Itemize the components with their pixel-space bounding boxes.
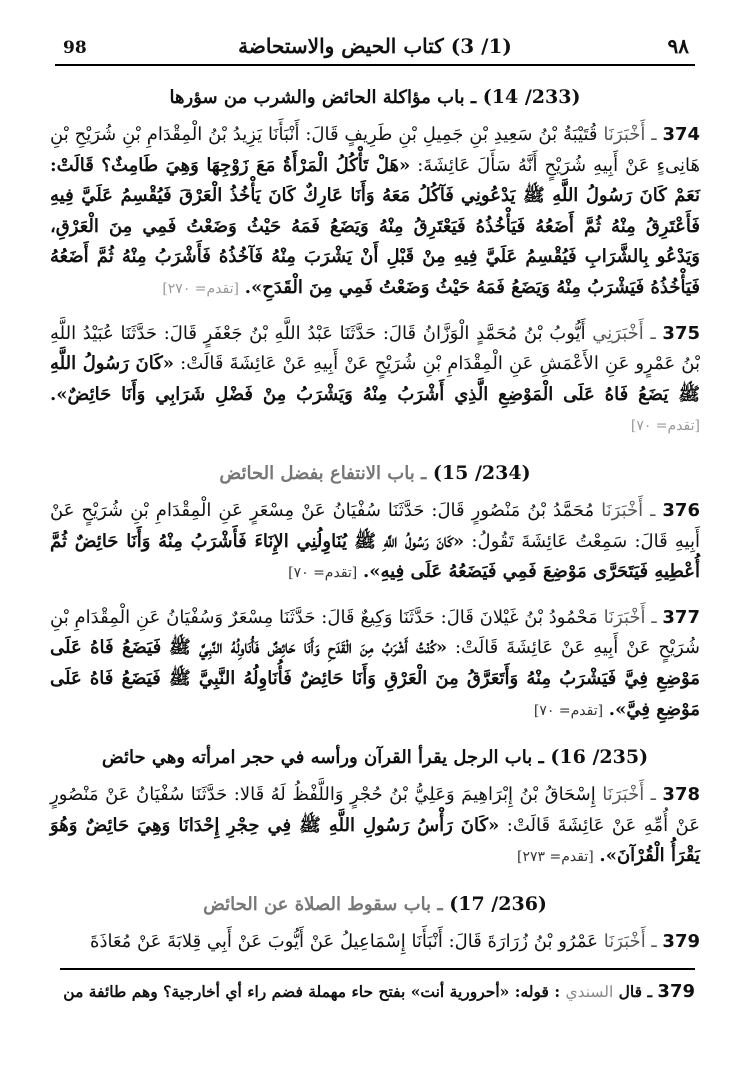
transmission-formula: ـ أَخْبَرَنَا	[603, 124, 657, 145]
cross-reference: [تقدم= ٧٠]	[533, 702, 604, 719]
chapter-heading	[50, 456, 700, 490]
chapter-title: ـ باب الرجل يقرأ القرآن ورأسه في حجر امرأته وهي حائض	[101, 747, 544, 769]
matn-text: «كَانَ رَسُولُ اللَّهِ ﷺ	[354, 530, 465, 552]
cross-reference: [تقدم= ٢٧٠]	[162, 280, 239, 297]
hadith-number: 379	[662, 930, 700, 952]
hadith-number: 378	[662, 784, 700, 806]
transmission-formula: ـ أَخْبَرَنَا	[602, 784, 656, 806]
section-gap	[50, 726, 700, 740]
section-gap	[50, 442, 700, 456]
hadith	[50, 603, 700, 726]
footnote-number: 379	[657, 981, 695, 1002]
chapter-heading	[50, 740, 700, 774]
matn-continuation: فَيَضَعُ فَاهُ عَلَى مَوْضِعِ فِيَّ فَيَشْرَبُ مِنْهُ وَأَتَعَرَّقُ مِنَ الْعَرْقِ وَأَنَا حَائِضٌ فَأُنَاوِلُهُ النَّبِيَّ ﷺ فَيَضَعُ فَاهُ عَلَى مَوْضِعِ فِيَّ».	[50, 637, 700, 720]
hadith	[50, 319, 700, 442]
isnad-text: إِسْحَاقُ بْنُ إِبْرَاهِيمَ وَعَلِيُّ بْنُ حُجْرٍ وَاللَّفْظُ لَهُ قَالا: حَدَّثَنَا سُفْيَانُ عَنْ مَنْصُورٍ عَنْ أُمِّهِ عَنْ عَائِشَةَ قَالَتْ:	[50, 784, 700, 836]
hadith-number: 376	[662, 499, 700, 521]
hadith-number: 375	[662, 322, 700, 344]
book-title: (1/ 3) كتاب الحيض والاستحاضة	[238, 34, 512, 58]
matn-text: «كُنْتُ أَشْرَبُ مِنَ الْقَدَحِ وَأَنَا حَائِضٌ فَأُنَاوِلُهُ النَّبِيَّ ﷺ	[169, 637, 448, 659]
hadith-number: 377	[662, 606, 700, 628]
matn-text: «هَلْ تَأْكُلُ الْمَرْأَةُ مَعَ زَوْجِهَا وَهِيَ طَامِثٌ؟ قَالَتْ: نَعَمْ كَانَ رَسُولُ اللَّهِ ﷺ يَدْعُونِي	[50, 154, 700, 207]
isnad-text: أَيُّوبُ بْنُ مُحَمَّدٍ الْوَزَّانُ قَالَ: حَدَّثَنَا عَبْدُ اللَّهِ بْنُ جَعْفَرٍ قَالَ: حَدَّثَنَا عُبَيْدُ اللَّهِ بْنُ عَمْرٍو عَنِ الأَعْمَشِ عَنِ الْمِقْدَامِ بْنِ شُرَيْحٍ عَنْ أَبِيهِ عَنْ عَائِشَةَ قَالَتْ:	[50, 322, 700, 375]
matn-text: «كَانَ رَأْسُ رَسُولِ اللَّهِ ﷺ فِي حِجْرِ	[226, 814, 500, 836]
section-gap	[50, 873, 700, 887]
hadith-number: 374	[662, 124, 701, 145]
isnad-text: قُتَيْبَةُ بْنُ سَعِيدِ بْنِ جَمِيلِ بْنِ طَرِيفٍ قَالَ: أَنْبَأَنَا يَزِيدُ بْنُ الْمِقْدَامِ بْنِ شُرَيْحِ بْنِ هَانِىءٍ عَنْ أَبِيهِ شُرَيْحٍ أَنَّهُ سَأَلَ عَائِشَةَ:	[50, 124, 700, 176]
page-number-latin: 98	[63, 38, 87, 58]
chapter-heading	[50, 887, 700, 921]
cross-reference: [تقدم= ٢٧٣]	[517, 849, 594, 866]
matn-continuation: فَآكُلُ مَعَهُ وَأَنَا عَارِكٌ كَانَ يَأْخُذُ الْعَرْقَ فَيُقْسِمُ عَلَيَّ فِيهِ فَأَعْتَرِقُ مِنْهُ ثُمَّ أَضَعُهُ فَيَأْخُذُهُ فَيَعْتَرِقُ مِنْهُ وَيَضَعُ فَمَهُ حَيْثُ وَضَعْتُ فَمِي مِنَ الْعَرْقِ، وَيَدْعُو بِالشَّرَابِ فَيُقْسِمُ عَلَيَّ فِيهِ مِنْ قَبْلِ أَنْ يَشْرَبَ مِنْهُ فَآخُذُهُ فَأَشْرَبُ مِنْهُ ثُمَّ أَضَعُهُ فَيَأْخُذُهُ فَيَشْرَبُ مِنْهُ وَيَضَعُ فَمَهُ حَيْثُ وَضَعْتُ فَمِي مِنَ الْقَدَحِ».	[50, 185, 700, 298]
transmission-formula: ـ أَخْبَرَنَا	[603, 930, 657, 952]
chapter-title: ـ باب مؤاكلة الحائض والشرب من سؤرها	[169, 87, 477, 108]
chapter-number: (234/ 15)	[432, 461, 531, 484]
isnad-text: مُحَمَّدُ بْنُ مَنْصُورٍ قَالَ: حَدَّثَنَا سُفْيَانُ عَنْ مِسْعَرٍ عَنِ الْمِقْدَامِ بْنِ شُرَيْحٍ عَنْ أَبِيهِ قَالَ: سَمِعْتُ عَائِشَةَ تَقُولُ:	[50, 499, 700, 552]
chapter-number: (236/ 17)	[449, 892, 547, 915]
isnad-text: مَحْمُودُ بْنُ غَيْلانَ قَالَ: حَدَّثَنَا وَكِيعٌ قَالَ: حَدَّثَنَا مِسْعَرٌ وَسُفْيَانُ عَنِ الْمِقْدَامِ بْنِ شُرَيْحٍ عَنْ أَبِيهِ عَنْ عَائِشَةَ قَالَتْ:	[50, 606, 700, 659]
chapter-heading	[50, 80, 700, 114]
chapter-title: ـ باب سقوط الصلاة عن الحائض	[203, 893, 443, 915]
transmission-formula: ـ أَخْبَرَنَا	[603, 606, 657, 628]
hadith	[50, 496, 700, 589]
hadith	[50, 927, 700, 958]
chapter-number: (235/ 16)	[550, 746, 649, 769]
cross-reference: [تقدم= ٧٠]	[630, 418, 700, 435]
footnote	[55, 980, 695, 1004]
footnote-lead: ـ قال	[618, 982, 653, 1001]
matn-continuation: يُنَاوِلُنِي الإِنَاءَ فَأَشْرَبُ مِنْهُ وَأَنَا حَائِضٌ ثُمَّ أُعْطِيهِ فَيَتَحَرَّى مَوْضِعَ فَمِي فَيَضَعُهُ عَلَى فِيهِ».	[50, 530, 700, 583]
footnote-divider	[60, 968, 695, 970]
matn-text: «كَانَ رَسُولُ اللَّهِ ﷺ يَضَعُ فَاهُ عَلَى الْمَوْضِعِ الَّذِي أَشْرَبُ مِنْهُ وَيَشْرَبُ مِنْ فَضْلِ شَرَابِي وَأَنَا حَائِضٌ».	[50, 353, 700, 405]
cross-reference: [تقدم= ٧٠]	[288, 565, 358, 582]
chapter-number: (233/ 14)	[482, 86, 581, 108]
page-number-arabic: ٩٨	[667, 34, 689, 58]
footnote-text: : قوله: «أحرورية أنت» بفتح حاء مهملة فضم راء أي أخارجية؟ وهم طائفة من	[63, 982, 561, 1001]
page-header	[55, 30, 695, 66]
page-body	[50, 80, 700, 957]
hadith-gap	[50, 305, 700, 319]
isnad-text: عَمْرُو بْنُ زُرَارَةَ قَالَ: أَنْبَأَنَا إِسْمَاعِيلُ عَنْ أَيُّوبَ عَنْ أَبِي قِلابَةَ عَنْ مُعَاذَةَ	[90, 930, 598, 952]
hadith	[50, 780, 700, 873]
matn-continuation: إِحْدَانَا وَهِيَ حَائِضٌ وَهُوَ يَقْرَأُ الْقُرْآنَ».	[50, 814, 700, 867]
hadith	[50, 120, 700, 305]
footnote-source: السندي	[565, 983, 614, 1001]
transmission-formula: ـ أَخْبَرَنَا	[601, 499, 656, 521]
transmission-formula: ـ أَخْبَرَنِي	[592, 322, 656, 344]
hadith-gap	[50, 589, 700, 603]
chapter-title: ـ باب الانتفاع بفضل الحائض	[219, 462, 427, 484]
